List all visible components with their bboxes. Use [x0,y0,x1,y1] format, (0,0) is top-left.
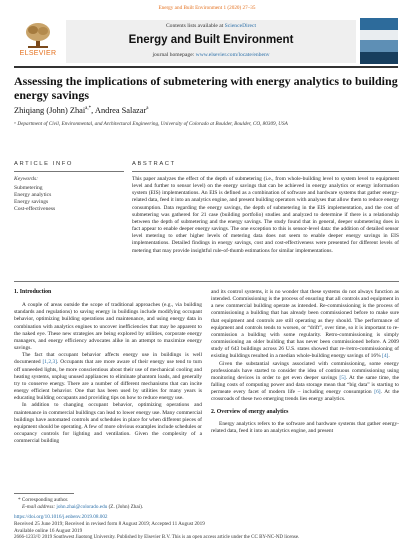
paragraph [211,361,399,404]
left-column [14,289,202,445]
doi-link[interactable] [14,514,108,520]
journal-header [66,20,356,63]
email-line [22,504,143,510]
section-1-heading: 1. Introduction [14,289,52,295]
email-link[interactable]: john.zhai@colorado.edu [56,504,108,510]
journal-homepage [66,52,356,58]
email-label: E-mail address: [22,504,56,510]
author-1-mark: a,* [85,106,92,112]
paragraph-text: . At the same time, the falling costs of computing power and data storage mean that “big data” is starting to permeate every facet of modern life – including energy consumption [211,374,399,396]
author-line [14,106,149,115]
keyword: Energy savings [14,199,49,205]
journal-title: Energy and Built Environment [128,34,294,46]
paragraph-text: Given the substantial savings associated with commissioning, some energy professionals have started to consider the idea of continuous commissioning using monitoring devices in order to get even deeper savings [211,360,399,381]
journal-cover-image [360,18,398,64]
email-suffix: (Z. (John) Zhai). [108,504,144,510]
contents-line [66,23,356,29]
citation-link[interactable]: [1,2,3] [42,359,57,366]
article-title: Assessing the implications of submetering with energy analytics to building energy savings [14,74,398,102]
paragraph: Energy analytics refers to the software and hardware systems that gather energy-related data, feed it into an analytics engine, and present [211,420,399,434]
abstract-text: This paper analyzes the effect of the depth of submetering (i.e., from whole-building level to system level to equipment level and further to sensor level) on the energy savings that can be achieved in energy analytics or energy information system (EIS) implementations. An EIS is defined as a combination of software and hardware systems that gather energy-related data, feed it into an analytics engine, and present building operators with analyses that allow them to reduce energy consumption. Data regarding the energy savings, the depth of submetering in the EIS implementation, and the cost of submetering was gathered for 21 case (building portfolio) studies and analyzed to determine if there is a relationship between the depth of submetering and the energy savings. The study found that in general, deeper submetering does in fact appear to enable deeper energy savings. The one exception to this is sensor-level data: the addition of detailed sensor level metering to other higher levels of metering data does not seem to enable deeper energy savings in EIS implementations. Detailed findings in energy savings, cost and cost-effectiveness were presented for different levels of metering that may provide insightful rule-of-thumb estimations for similar implementations. [132,176,399,254]
journal-citation: Energy and Built Environment 1 (2020) 27–35 [158,5,256,11]
received-dates: Received 25 June 2019; Received in revised form 8 August 2019; Accepted 11 August 2019 [14,521,205,527]
paragraph: In addition to changing occupant behavior, optimizing operations and maintenance in commercial buildings can lead to lower energy use. Many commercial buildings have automated controls and schedules in place for when different pieces of equipment should be operating. A few of more obvious examples include schedules or occupancy controls for lighting and ventilation. Given the complexity of a commercial building [14,402,202,445]
doi-url[interactable]: https://doi.org/10.1016/j.enbenv.2019.08.002 [14,514,108,520]
elsevier-tree-icon [24,22,52,48]
citation-link[interactable]: [5] [339,374,346,381]
paragraph [14,352,202,402]
article-info-rule [14,171,124,172]
contents-prefix: Contents lists available at [165,23,224,29]
elsevier-logo [14,20,62,60]
section-2-heading: 2. Overview of energy analytics [211,408,289,415]
available-online: Available online 16 August 2019 [14,528,83,534]
paragraph: A couple of areas outside the scope of traditional approaches (e.g., via building standards and regulations) to saving energy in buildings include modifying occupant behavior, optimizing building operations and maintenance, and using energy data in combination with analytics engines to uncover inefficiencies that may be apparent to the naked eye. These new strategies are being explored by utilities, corporate energy managers, and energy efficiency advocates alike in an attempt to maximize energy savings. [14,302,202,352]
publisher-name: ELSEVIER [19,50,57,57]
paragraph [211,289,399,361]
keyword: Submetering [14,185,43,191]
license-line: 2666-1233/© 2019 Southwest Jiaotong University. Published by Elsevier B.V. This is an open access article under the CC BY-NC-ND license. [14,535,300,540]
paragraph-text: . At the crossroads of these two emerging trends lies energy analytics. [211,389,400,403]
homepage-prefix: journal homepage: [152,52,195,58]
keyword: Energy analytics [14,192,52,198]
citation-link[interactable]: [4] [382,353,389,360]
paragraph-text: and its control systems, it is no wonder that these systems do not always function as intended. Commissioning is the process of ensuring that all controls and equipment in a new commercial building operate as intended. Re-commissioning is the process of commissioning a building that has already been commissioned before to make sure that equipment and controls are still operating as they should. The performance of equipment and controls tends to worsen, or “drift”, over time, so it is important to re-commission a building with some regularity. Retro-commissioning is simply commissioning an older building that has never been commissioned before. A 2009 study of 643 buildings across 26 U.S. states showed that re-/retro-commissioning of existing buildings resulted in a median whole-building energy savings of 16% [211,289,399,360]
keywords-label: Keywords: [14,176,39,182]
abstract-rule [132,171,399,172]
affiliation: ᵃ Department of Civil, Environmental, and Architectural Engineering, University of Colorado at Boulder, Boulder, CO, 80309, USA [14,121,288,127]
paragraph-text: . Occupants that are more aware of their energy use tend to turn off unneeded lights, be more conscientious about their use of mechanical cooling and heating systems, unplug unused appliances to eliminate phantom loads, and generally try to conserve energy. There are a number of different mechanisms that can incite energy efficient behavior. One that has been used by utilities for many years is educating building occupants and providing tips on how to reduce energy use. [14,359,202,402]
author-2-mark: a [146,106,149,112]
abstract-bottom-rule [14,281,399,282]
author-separator: , [91,106,95,115]
citation-link[interactable]: [6] [374,389,381,396]
paragraph-text: . [388,353,390,360]
right-column [211,289,399,435]
article-info-heading: ARTICLE INFO [14,161,74,167]
author-2: Andrea Salazar [94,106,147,115]
header-rule [14,66,398,68]
corresponding-author-note: * Corresponding author. [18,497,69,503]
paragraph-text: The fact that occupant behavior affects energy use in buildings is well documented [14,352,202,366]
abstract-heading: ABSTRACT [132,161,176,167]
author-1: Zhiqiang (John) Zhai [14,106,86,115]
homepage-link[interactable]: www.elsevier.com/locate/enbenv [195,52,270,58]
footnote-rule [14,493,74,494]
sciencedirect-link[interactable]: ScienceDirect [224,23,257,29]
keyword: Cost-effectiveness [14,206,56,212]
